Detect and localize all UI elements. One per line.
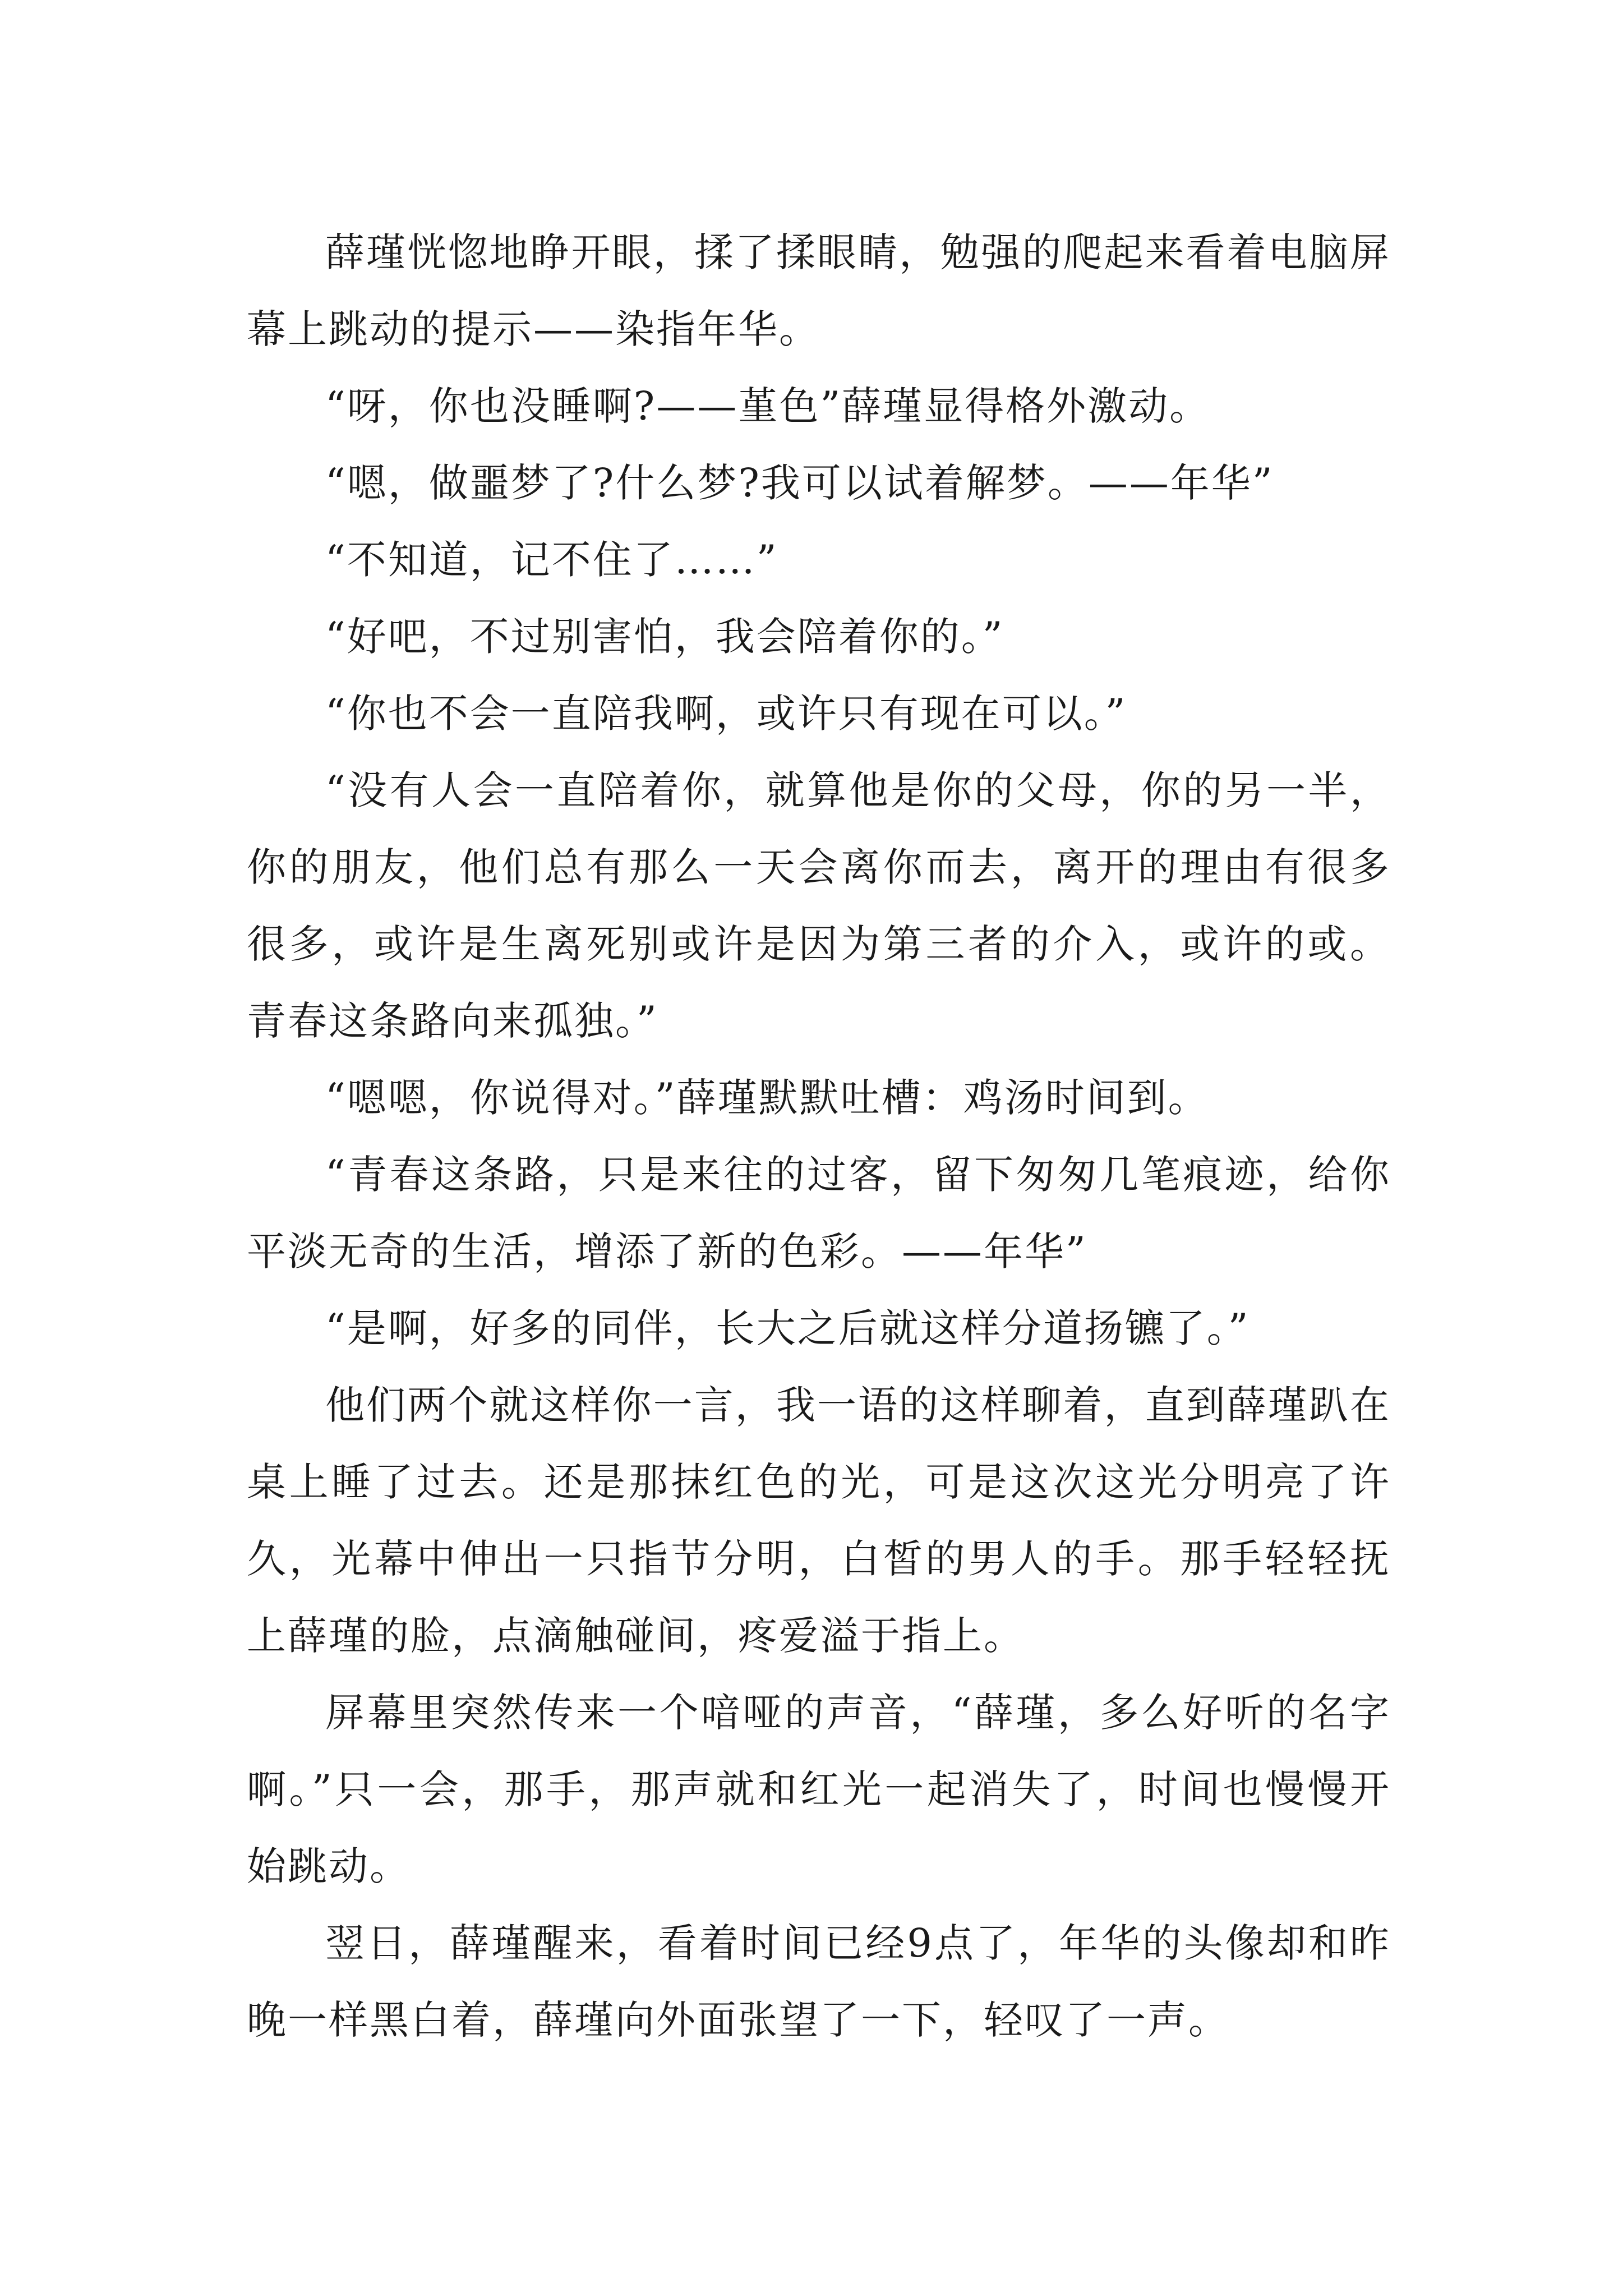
paragraph: “呀，你也没睡啊?——堇色”薛瑾显得格外激动。 — [325, 383, 1211, 429]
paragraph: “没有人会一直陪着你，就算他是你的父母，你的另一半，你的朋友，他们总有那么一天会离你而去，离开的理由有很多很多，或许是生离死别或许是因为第三者的介入，或许的或。青春这条路向来孤独。” — [247, 767, 1391, 1044]
paragraph: “嗯嗯，你说得对。”薛瑾默默吐槽：鸡汤时间到。 — [325, 1075, 1209, 1121]
paragraph: “是啊，好多的同伴，长大之后就这样分道扬镳了。” — [325, 1305, 1250, 1351]
paragraph: “不知道，记不住了……” — [325, 537, 778, 583]
paragraph: 屏幕里突然传来一个喑哑的声音，“薛瑾，多么好听的名字啊。”只一会，那手，那声就和红光一起消失了，时间也慢慢开始跳动。 — [247, 1690, 1391, 1889]
paragraph: “青春这条路，只是来往的过客，留下匆匆几笔痕迹，给你平淡无奇的生活，增添了新的色彩。——年华” — [247, 1152, 1391, 1274]
paragraph: “你也不会一直陪我啊，或许只有现在可以。” — [325, 691, 1127, 737]
paragraph: 翌日，薛瑾醒来，看着时间已经9点了，年华的头像却和昨晚一样黑白着，薛瑾向外面张望了一下，轻叹了一声。 — [247, 1920, 1391, 2043]
body-text — [247, 214, 1391, 2059]
paragraph: 薛瑾恍惚地睁开眼，揉了揉眼睛，勉强的爬起来看着电脑屏幕上跳动的提示——染指年华。 — [247, 229, 1391, 352]
paragraph: “嗯，做噩梦了?什么梦?我可以试着解梦。——年华” — [325, 460, 1274, 506]
paragraph: 他们两个就这样你一言，我一语的这样聊着，直到薛瑾趴在桌上睡了过去。还是那抹红色的光，可是这次这光分明亮了许久，光幕中伸出一只指节分明，白皙的男人的手。那手轻轻抚上薛瑾的脸，点滴触碰间，疼爱溢于指上。 — [247, 1382, 1391, 1659]
paragraph: “好吧，不过别害怕，我会陪着你的。” — [325, 614, 1004, 660]
